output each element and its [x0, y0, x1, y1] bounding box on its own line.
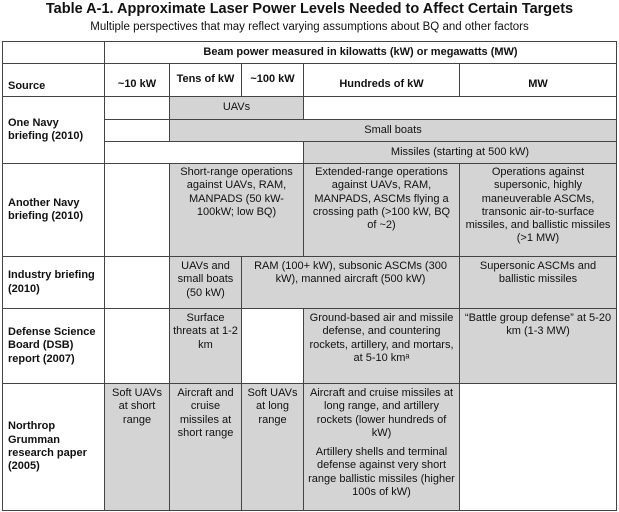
cell-short-range-ops: Short-range operations against UAVs, RAM, MANPADS (50 kW-100kW; low BQ)	[170, 164, 304, 257]
cell-empty	[105, 120, 170, 142]
cell-mw-ops: Operations against supersonic, highly maneuverable ASCMs, transonic air-to-surface missiles, and ballistic missiles (>1 MW)	[460, 164, 617, 257]
table-subtitle: Multiple perspectives that may reflect varying assumptions about BQ and other factors	[90, 21, 529, 33]
cell-empty	[304, 97, 617, 120]
header-10kw: ~10 kW	[105, 64, 170, 97]
header-source: Source	[3, 64, 105, 97]
cell-aircraft-long-artillery	[304, 384, 460, 511]
cell-ram-ascms: RAM (100+ kW), subsonic ASCMs (300 kW), manned aircraft (500 kW)	[242, 257, 460, 309]
cell-missiles: Missiles (starting at 500 kW)	[304, 142, 617, 164]
cell-empty	[105, 309, 170, 384]
cell-uavs: UAVs	[170, 97, 304, 120]
cell-battle-group-defense: “Battle group defense” at 5-20 km (1-3 MW)	[460, 309, 617, 384]
cell-text-aircraft-long: Aircraft and cruise missiles at long range, and artillery rockets (lower hundreds of kW)	[309, 387, 454, 439]
cell-text-artillery-shells: Artillery shells and terminal defense against very short range ballistic missiles (higher 100s of kW)	[308, 446, 455, 499]
cell-empty	[105, 97, 170, 120]
header-blank	[3, 42, 105, 64]
laser-power-table	[2, 41, 617, 511]
cell-uavs-small-boats: UAVs and small boats (50 kW)	[170, 257, 242, 309]
cell-empty	[460, 384, 617, 511]
cell-soft-uavs-long: Soft UAVs at long range	[242, 384, 304, 511]
cell-soft-uavs-short: Soft UAVs at short range	[105, 384, 170, 511]
cell-supersonic-ascms: Supersonic ASCMs and ballistic missiles	[460, 257, 617, 309]
cell-aircraft-short: Aircraft and cruise missiles at short range	[170, 384, 242, 511]
table-title: Table A-1. Approximate Laser Power Levels Needed to Affect Certain Targets	[45, 1, 574, 17]
header-hundreds-kw: Hundreds of kW	[304, 64, 460, 97]
cell-empty	[105, 257, 170, 309]
cell-empty	[105, 164, 170, 257]
source-navy-2010-a: One Navy briefing (2010)	[3, 97, 105, 164]
cell-empty	[242, 309, 304, 384]
source-industry-2010: Industry briefing (2010)	[3, 257, 105, 309]
cell-extended-range-ops: Extended-range operations against UAVs, RAM, MANPADS, ASCMs flying a crossing path (>100 kW, BQ of ~2)	[304, 164, 460, 257]
source-northrop-2005: Northrop Grumman research paper (2005)	[3, 384, 105, 511]
cell-surface-threats: Surface threats at 1-2 km	[170, 309, 242, 384]
cell-ground-air-defense: Ground-based air and missile defense, and countering rockets, artillery, and mortars, at 5-10 kmᵃ	[304, 309, 460, 384]
header-100kw: ~100 kW	[242, 64, 304, 97]
header-mw: MW	[460, 64, 617, 97]
header-beam-power: Beam power measured in kilowatts (kW) or megawatts (MW)	[105, 42, 617, 64]
cell-small-boats: Small boats	[170, 120, 617, 142]
header-tens-kw: Tens of kW	[170, 64, 242, 97]
source-dsb-2007: Defense Science Board (DSB) report (2007)	[3, 309, 105, 384]
source-navy-2010-b: Another Navy briefing (2010)	[3, 164, 105, 257]
cell-empty	[105, 142, 304, 164]
